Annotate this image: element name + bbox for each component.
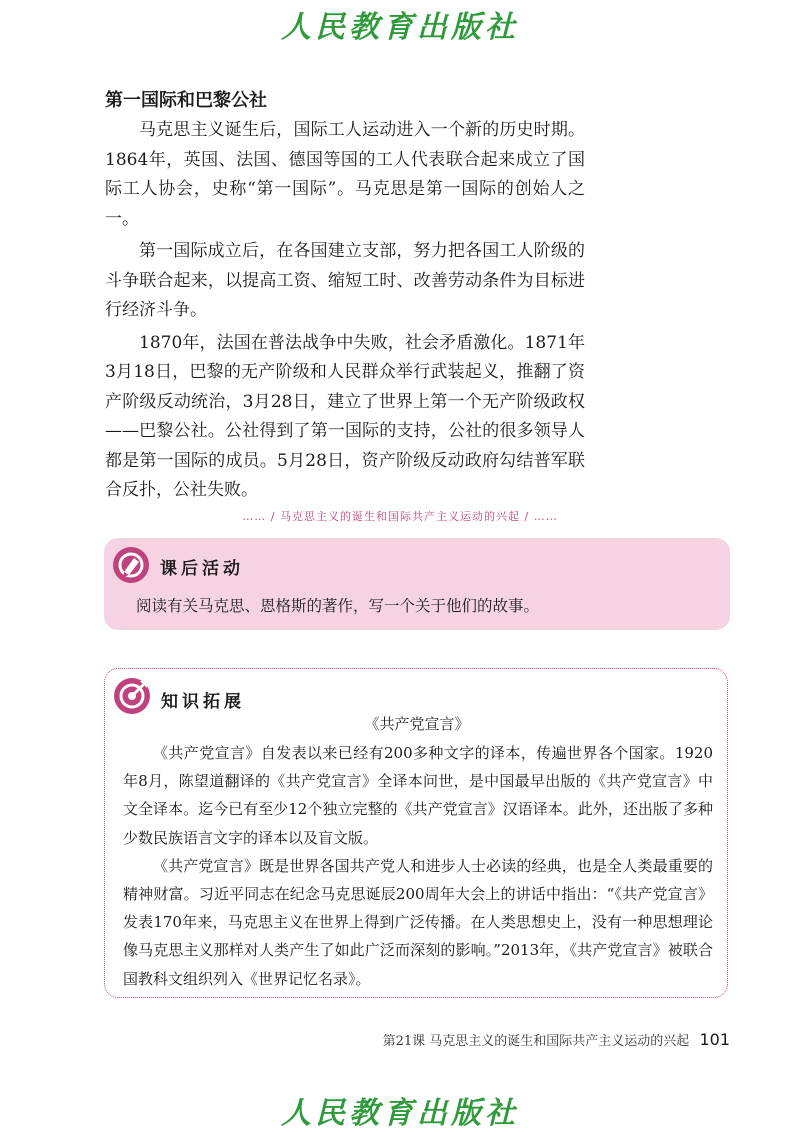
paragraph: 第一国际成立后，在各国建立支部，努力把各国工人阶级的斗争联合起来，以提高工资、缩短工时、改善劳动条件为目标进行经济斗争。 <box>105 241 585 320</box>
section-title: 第一国际和巴黎公社 <box>105 90 267 111</box>
activity-box <box>104 538 730 630</box>
target-arrow-badge-icon <box>113 677 151 715</box>
publisher-logo-bottom: 人民教育出版社 <box>281 1096 519 1131</box>
footer-lesson-title: 第21课 马克思主义的诞生和国际共产主义运动的兴起 <box>382 1034 690 1049</box>
knowledge-box <box>104 668 728 998</box>
page-number: 101 <box>699 1030 730 1049</box>
publisher-logo-top: 人民教育出版社 <box>281 10 519 45</box>
activity-text: 阅读有关马克思、恩格斯的著作，写一个关于他们的故事。 <box>136 597 540 615</box>
paragraph: 《共产党宣言》既是世界各国共产党人和进步人士必读的经典，也是全人类最重要的精神财富。习近平同志在纪念马克思诞辰200周年大会上的讲话中指出：“《共产党宣言》发表170年来，马克思主义在世界上得到广泛传播。在人类思想史上，没有一种思想理论像马克思主义那样对人类产生了如此广泛而深刻的影响。”2013年，《共产党宣言》被联合国教科文组织列入《世界记忆名录》。 <box>123 856 713 988</box>
knowledge-title: 知识拓展 <box>161 692 245 712</box>
page-footer <box>383 1030 730 1049</box>
knowledge-text <box>123 739 713 993</box>
subsection-marker: …… / 马克思主义的诞生和国际共产主义运动的兴起 / …… <box>242 510 558 523</box>
paragraph: 《共产党宣言》自发表以来已经有200多种文字的译本，传遍世界各个国家。1920年8月，陈望道翻译的《共产党宣言》全译本问世，是中国最早出版的《共产党宣言》中文全译本。迄今已有至少12个独立完整的《共产党宣言》汉语译本。此外，还出版了多种少数民族语言文字的译本以及盲文版。 <box>123 744 713 847</box>
paragraph: 1870年，法国在普法战争中失败，社会矛盾激化。1871年3月18日，巴黎的无产阶级和人民群众举行武装起义，推翻了资产阶级反动统治，3月28日，建立了世界上第一个无产阶级政权——巴黎公社。公社得到了第一国际的支持，公社的很多领导人都是第一国际的成员。5月28日，资产阶级反动政府勾结普军联合反扑，公社失败。 <box>105 332 585 500</box>
knowledge-heading: 《共产党宣言》 <box>364 715 470 733</box>
main-text <box>105 116 585 506</box>
paragraph: 马克思主义诞生后，国际工人运动进入一个新的历史时期。1864年，英国、法国、德国等国的工人代表联合起来成立了国际工人协会，史称“第一国际”。马克思是第一国际的创始人之一。 <box>105 120 585 229</box>
pencil-badge-icon <box>112 546 150 584</box>
activity-title: 课后活动 <box>160 559 244 579</box>
